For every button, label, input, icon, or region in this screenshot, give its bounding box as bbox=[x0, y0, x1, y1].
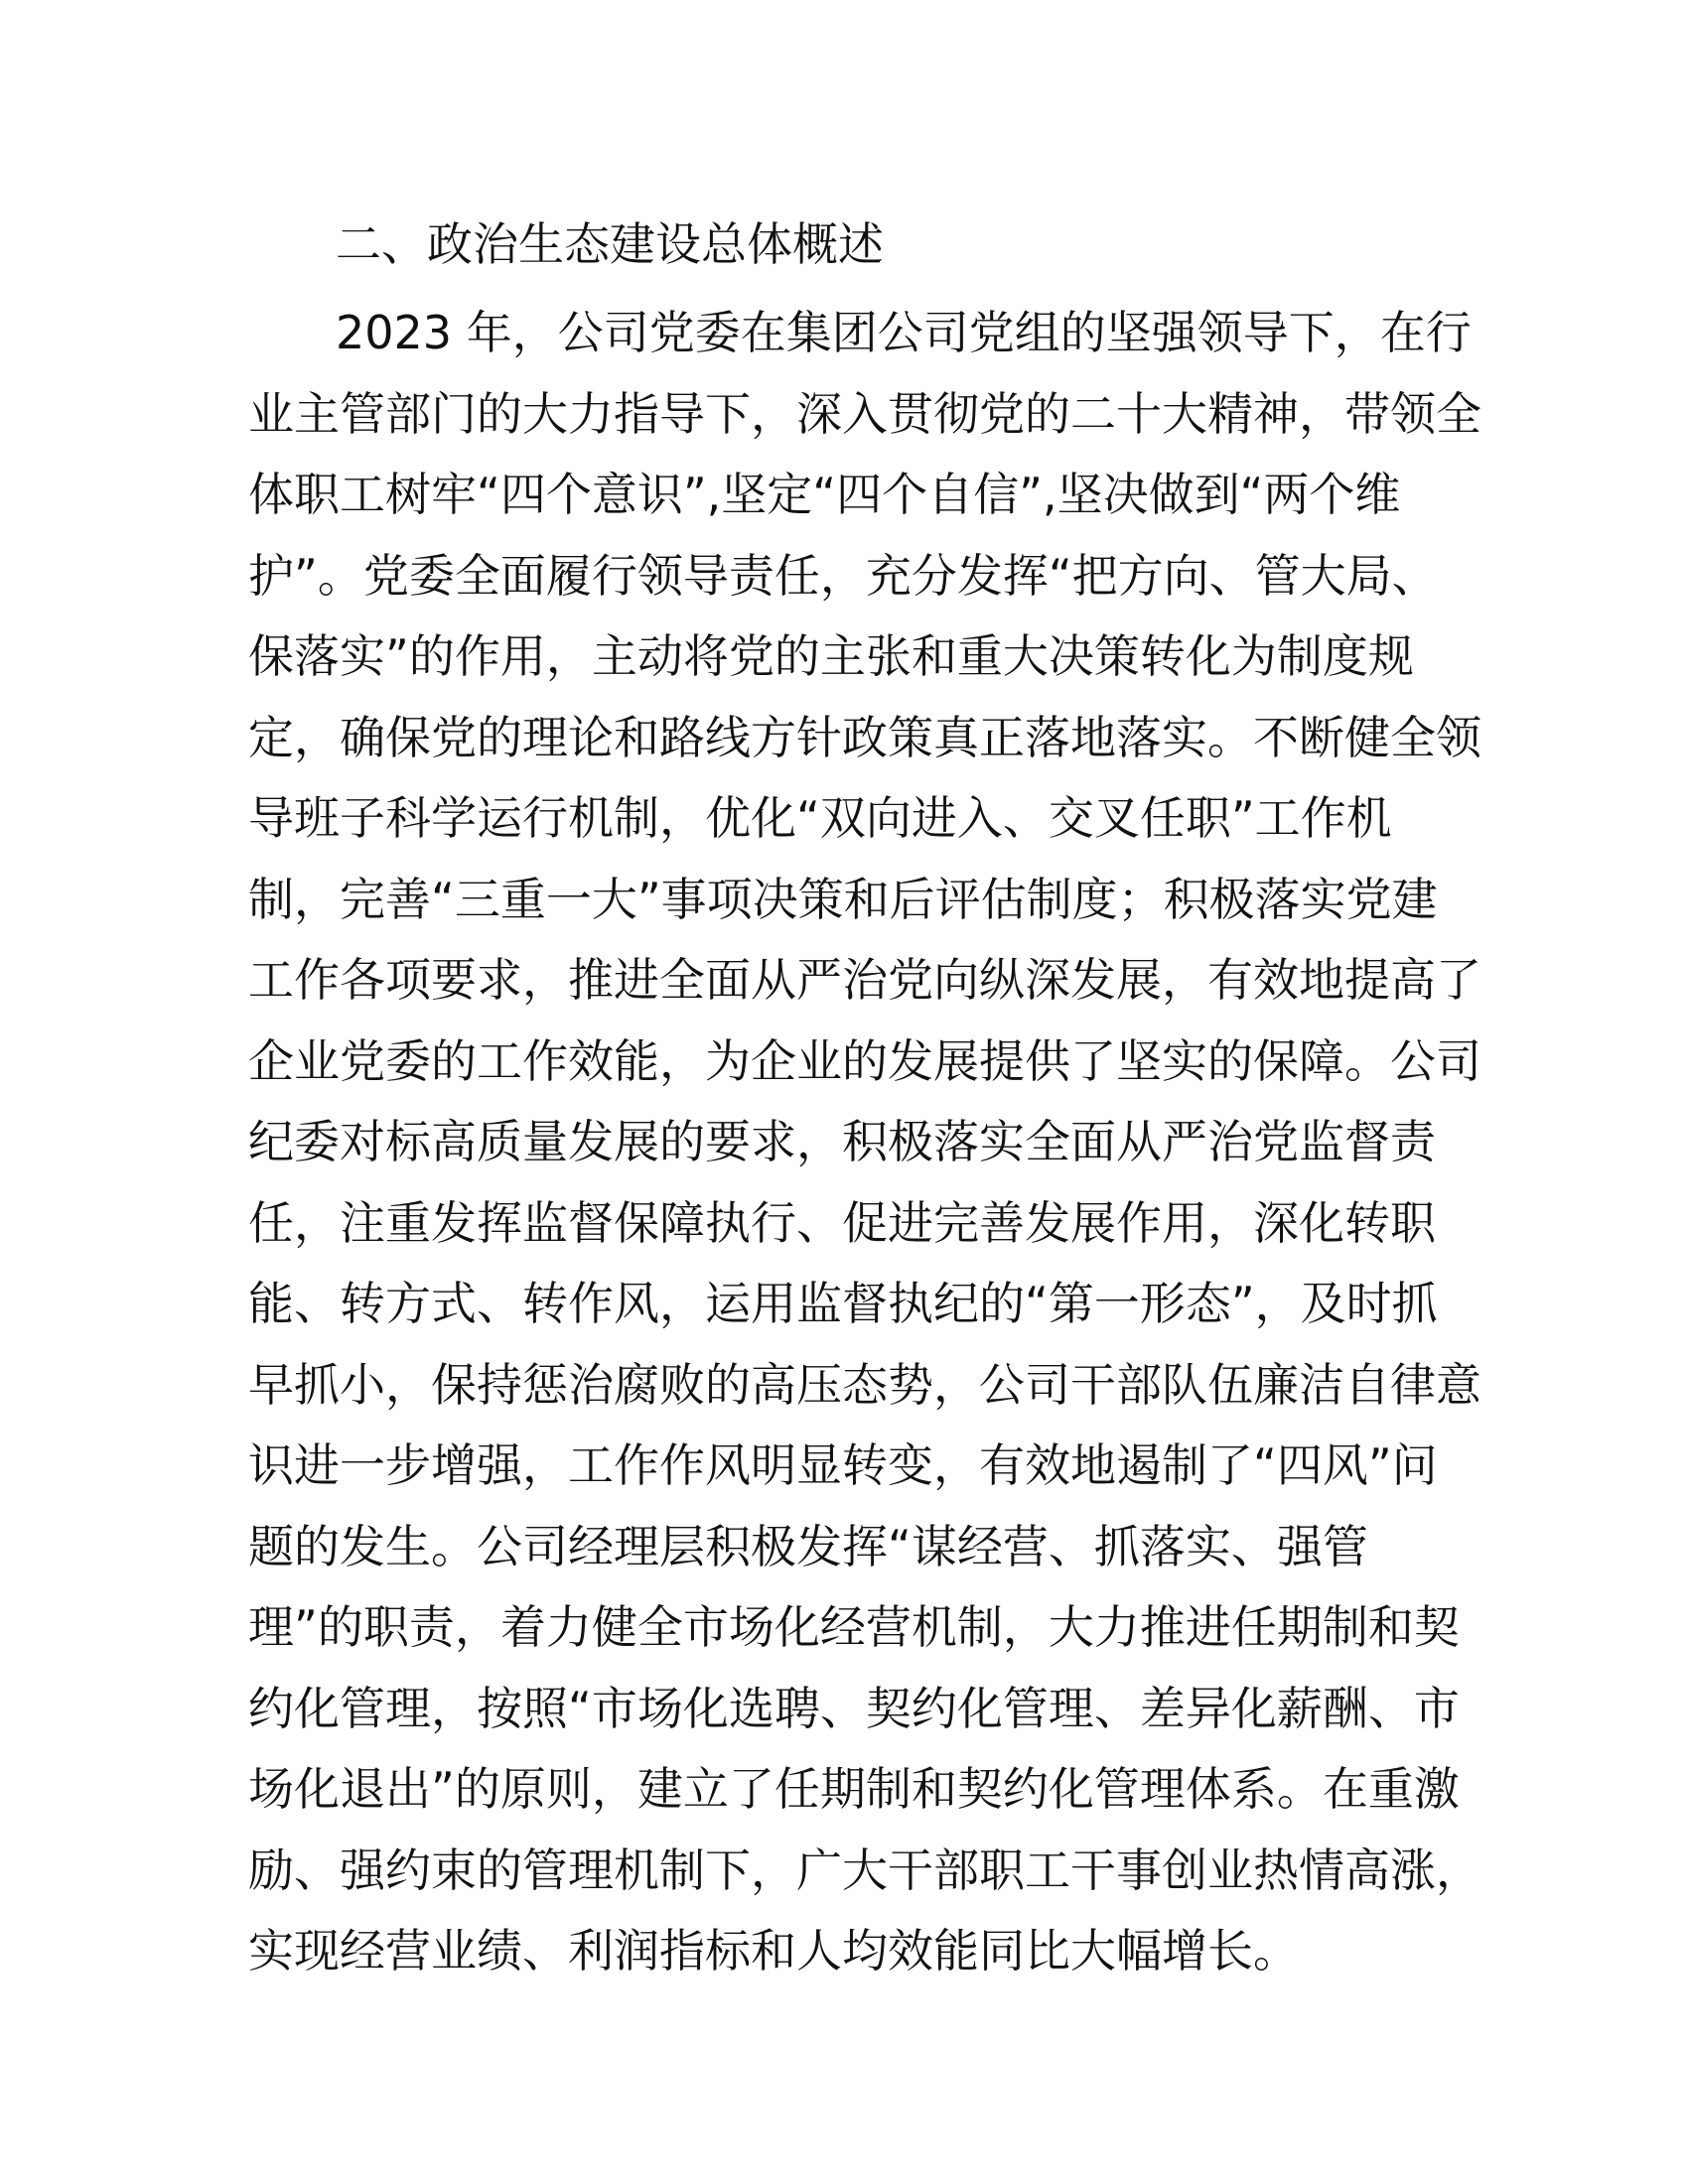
paragraph-line: 场化退出”的原则，建立了任期制和契约化管理体系。在重激 bbox=[248, 1762, 1460, 1816]
paragraph-line: 励、强约束的管理机制下，广大干部职工干事创业热情高涨， bbox=[248, 1843, 1481, 1897]
paragraph-line: 约化管理，按照“市场化选聘、契约化管理、差异化薪酬、市 bbox=[248, 1681, 1460, 1735]
paragraph-line: 任，注重发挥监督保障执行、促进完善发展作用，深化转职 bbox=[248, 1195, 1436, 1250]
paragraph-line: 识进一步增强，工作作风明显转变，有效地遏制了“四风”问 bbox=[248, 1438, 1438, 1492]
paragraph-line: 定，确保党的理论和路线方针政策真正落地落实。不断健全领 bbox=[248, 710, 1481, 764]
paragraph-line: 护”。党委全面履行领导责任，充分发挥“把方向、管大局、 bbox=[248, 548, 1438, 603]
paragraph-line: 能、转方式、转作风，运用监督执纪的“第一形态”，及时抓 bbox=[248, 1277, 1438, 1330]
paragraph-line: 制，完善“三重一大”事项决策和后评估制度；积极落实党建 bbox=[248, 872, 1438, 926]
paragraph-line: 工作各项要求，推进全面从严治党向纵深发展，有效地提高了 bbox=[248, 953, 1481, 1007]
paragraph-line: 理”的职责，着力健全市场化经营机制，大力推进任期制和契 bbox=[248, 1600, 1460, 1654]
paragraph-line: 企业党委的工作效能，为企业的发展提供了坚实的保障。公司 bbox=[248, 1033, 1481, 1088]
body-paragraph bbox=[248, 293, 1481, 1992]
paragraph-line: 2023 年，公司党委在集团公司党组的坚强领导下，在行 bbox=[336, 306, 1472, 359]
paragraph-line: 业主管部门的大力指导下，深入贯彻党的二十大精神，带领全 bbox=[248, 386, 1481, 441]
paragraph-line: 题的发生。公司经理层积极发挥“谋经营、抓落实、强管 bbox=[248, 1519, 1368, 1573]
paragraph-line: 体职工树牢“四个意识”,坚定“四个自信”,坚决做到“两个维 bbox=[248, 468, 1401, 521]
section-heading: 二、政治生态建设总体概述 bbox=[336, 217, 884, 271]
paragraph-line: 早抓小，保持惩治腐败的高压态势，公司干部队伍廉洁自律意 bbox=[248, 1357, 1481, 1412]
paragraph-line: 纪委对标高质量发展的要求，积极落实全面从严治党监督责 bbox=[248, 1115, 1436, 1168]
paragraph-line: 导班子科学运行机制，优化“双向进入、交叉任职”工作机 bbox=[248, 791, 1392, 845]
paragraph-line: 保落实”的作用，主动将党的主张和重大决策转化为制度规 bbox=[248, 629, 1414, 683]
paragraph-line: 实现经营业绩、利润指标和人均效能同比大幅增长。 bbox=[248, 1924, 1299, 1978]
